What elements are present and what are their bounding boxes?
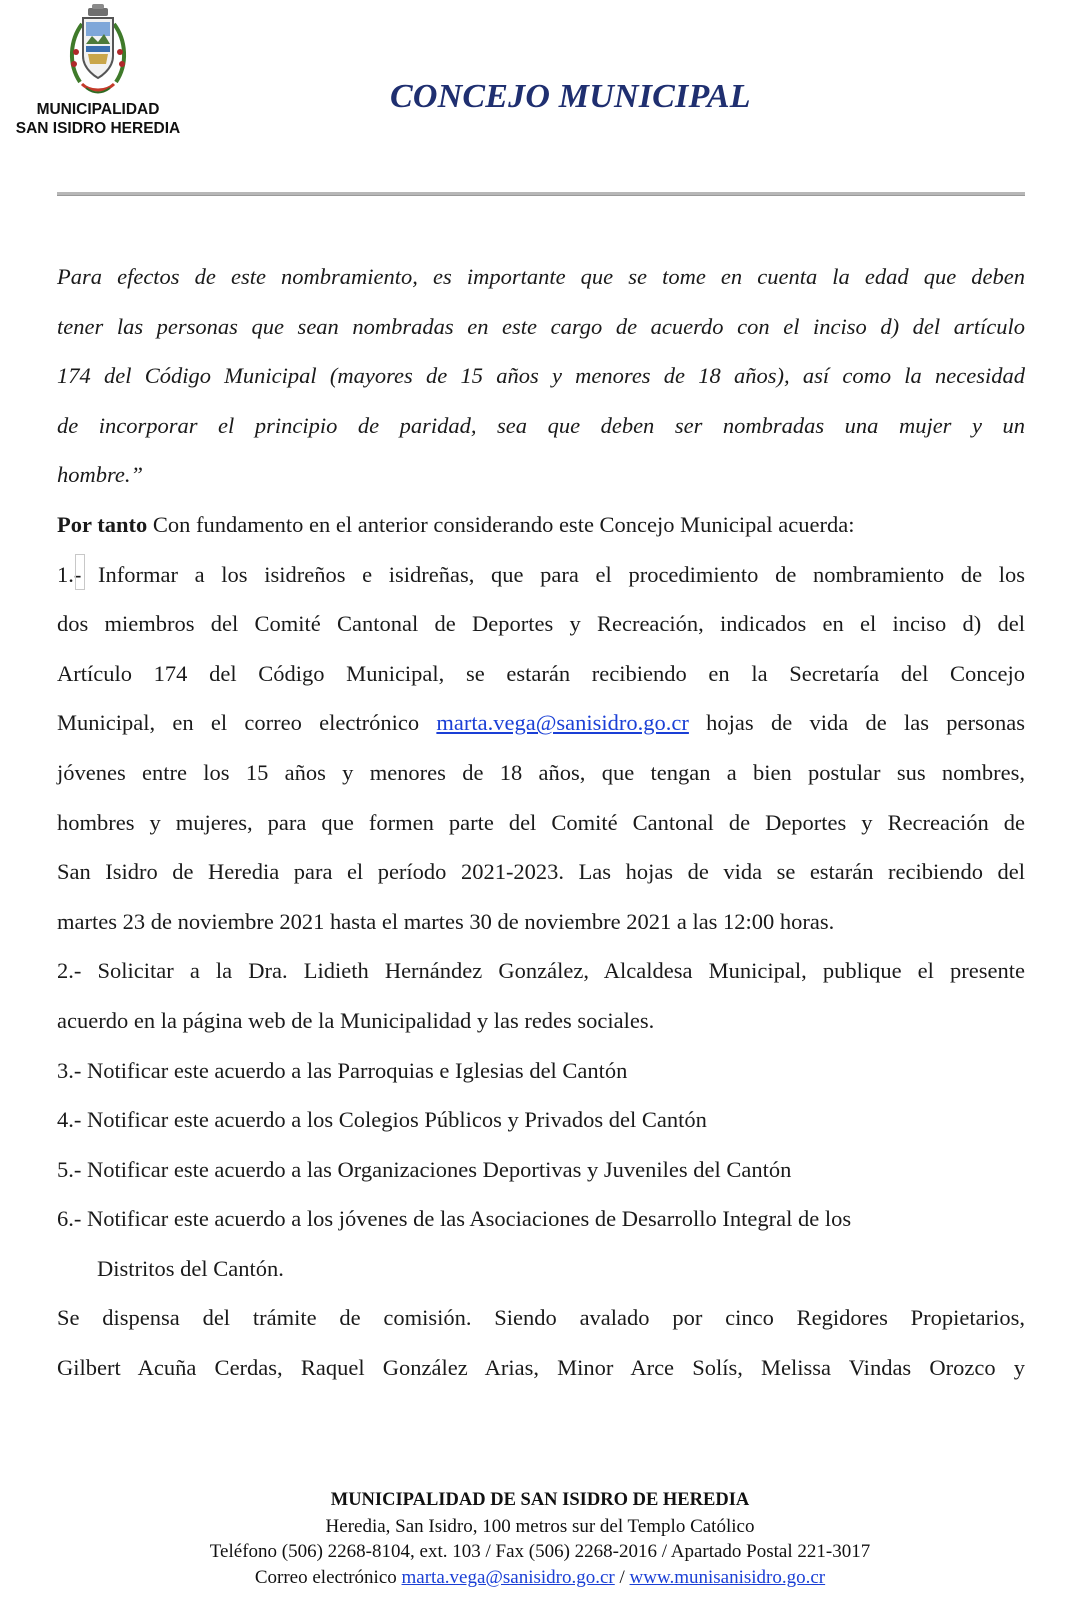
item-1-line: martes 23 de noviembre 2021 hasta el martes 30 de noviembre 2021 a las 12:00 horas. bbox=[57, 908, 835, 934]
item-1-text: Municipal, en el correo electrónico bbox=[57, 710, 437, 736]
footer-separator: / bbox=[614, 1566, 630, 1588]
paragraph-line: tener las personas que sean nombradas en este cargo de acuerdo con el inciso d) del artículo bbox=[57, 313, 1025, 339]
item-2-line: 2.- Solicitar a la Dra. Lidieth Hernández González, Alcaldesa Municipal, publique el presente bbox=[57, 958, 1025, 984]
footer-contact bbox=[0, 1565, 1080, 1591]
org-name-line1: MUNICIPALIDAD bbox=[36, 101, 160, 118]
item-1-text: Informar a los isidreños e isidreñas, que para el procedimiento de nombramiento de los bbox=[81, 561, 1025, 587]
header-divider bbox=[57, 192, 1025, 196]
footer-email-link[interactable]: marta.vega@sanisidro.go.cr bbox=[401, 1566, 615, 1588]
document-footer bbox=[0, 1488, 1080, 1590]
item-1-line bbox=[57, 698, 1025, 748]
footer-phones: Teléfono (506) 2268-8104, ext. 103 / Fax (506) 2268-2016 / Apartado Postal 221-3017 bbox=[209, 1541, 871, 1562]
org-name-line2: SAN ISIDRO HEREDIA bbox=[15, 120, 181, 137]
item-6-line: 6.- Notificar este acuerdo a los jóvenes de las Asociaciones de Desarrollo Integral de los bbox=[57, 1206, 852, 1232]
item-1-line bbox=[57, 550, 1025, 600]
item-4-line: 4.- Notificar este acuerdo a los Colegios Públicos y Privados del Cantón bbox=[57, 1107, 707, 1133]
footer-title: MUNICIPALIDAD DE SAN ISIDRO DE HEREDIA bbox=[330, 1490, 750, 1510]
paragraph-line: 174 del Código Municipal (mayores de 15 años y menores de 18 años), así como la necesidad bbox=[57, 363, 1025, 389]
organization-name bbox=[0, 100, 196, 138]
item-5-line: 5.- Notificar este acuerdo a las Organizaciones Deportivas y Juveniles del Cantón bbox=[57, 1156, 792, 1182]
email-link[interactable]: marta.vega@sanisidro.go.cr bbox=[436, 710, 689, 736]
por-tanto-label: Por tanto bbox=[57, 511, 148, 537]
item-1-line: jóvenes entre los 15 años y menores de 18 años, que tengan a bien postular sus nombres, bbox=[57, 759, 1025, 785]
municipal-seal-icon bbox=[66, 4, 130, 96]
item-1-line: San Isidro de Heredia para el período 2021-2023. Las hojas de vida se estarán recibiendo del bbox=[57, 859, 1025, 885]
item-1-line: hombres y mujeres, para que formen parte del Comité Cantonal de Deportes y Recreación de bbox=[57, 809, 1025, 835]
document-header bbox=[0, 0, 1080, 200]
item-3-line: 3.- Notificar este acuerdo a las Parroquias e Iglesias del Cantón bbox=[57, 1057, 628, 1083]
item-6-line: Distritos del Cantón. bbox=[97, 1255, 284, 1281]
document-body bbox=[57, 252, 1025, 1393]
item-1-line: Artículo 174 del Código Municipal, se estarán recibiendo en la Secretaría del Concejo bbox=[57, 660, 1025, 686]
closing-line: Gilbert Acuña Cerdas, Raquel González Arias, Minor Arce Solís, Melissa Vindas Orozco y bbox=[57, 1355, 1025, 1381]
paragraph-line: de incorporar el principio de paridad, sea que deben ser nombradas una mujer y un bbox=[57, 412, 1025, 438]
por-tanto-line bbox=[57, 500, 1025, 550]
item-1-number: 1.- bbox=[57, 561, 82, 587]
closing-line: Se dispensa del trámite de comisión. Siendo avalado por cinco Regidores Propietarios, bbox=[57, 1305, 1025, 1331]
council-title: CONCEJO MUNICIPAL bbox=[390, 78, 751, 115]
footer-email-label: Correo electrónico bbox=[254, 1566, 402, 1588]
item-1-text: hojas de vida de las personas bbox=[688, 710, 1026, 736]
paragraph-line: Para efectos de este nombramiento, es importante que se tome en cuenta la edad que deben bbox=[57, 264, 1025, 289]
por-tanto-text: Con fundamento en el anterior considerando este Concejo Municipal acuerda: bbox=[147, 511, 855, 537]
footer-address: Heredia, San Isidro, 100 metros sur del Templo Católico bbox=[325, 1515, 755, 1537]
footer-website-link[interactable]: www.munisanisidro.go.cr bbox=[629, 1566, 826, 1588]
item-2-line: acuerdo en la página web de la Municipalidad y las redes sociales. bbox=[57, 1007, 655, 1033]
paragraph-line: hombre.” bbox=[57, 462, 144, 488]
item-1-line: dos miembros del Comité Cantonal de Deportes y Recreación, indicados en el inciso d) del bbox=[57, 611, 1025, 637]
